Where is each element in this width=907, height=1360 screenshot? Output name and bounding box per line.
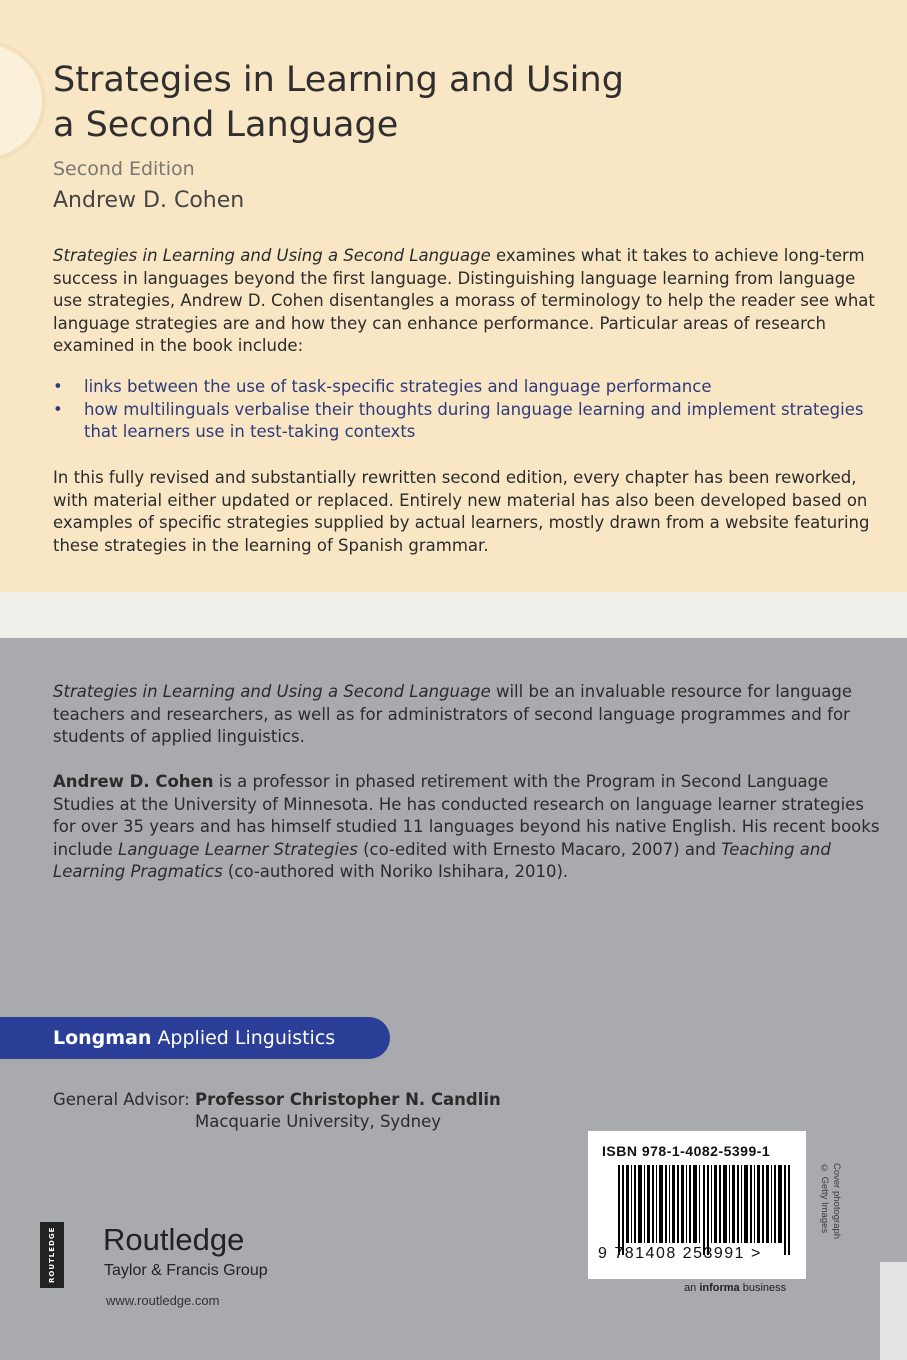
- bullet-icon: •: [53, 377, 63, 396]
- barcode-digits: 9 781408 253991 >: [598, 1245, 762, 1262]
- credit-line-1: Cover photograph: [831, 1163, 842, 1240]
- routledge-logo-icon: ROUTLEDGE: [40, 1222, 64, 1288]
- title-line-2: a Second Language: [53, 105, 399, 145]
- informa-tagline: [684, 1282, 786, 1294]
- bio-book-2: Teaching and Learning Pragmatics: [53, 839, 831, 882]
- informa-prefix: an: [684, 1282, 697, 1294]
- book-title: [53, 58, 853, 148]
- list-item: [53, 376, 883, 399]
- series-name-bold: Longman: [53, 1027, 152, 1049]
- author-name: Andrew D. Cohen: [53, 188, 245, 213]
- list-item-text: links between the use of task-specific strategies and language performance: [84, 377, 712, 396]
- bio-text-2: (co-edited with Ernesto Macaro, 2007) and: [357, 839, 722, 859]
- audience-title-italic: Strategies in Learning and Using a Second Language: [53, 682, 491, 701]
- informa-suffix: business: [742, 1282, 787, 1294]
- advisor-name: Professor Christopher N. Candlin: [195, 1090, 501, 1109]
- advisor-affiliation: Macquarie University, Sydney: [195, 1112, 442, 1131]
- divider-band: [0, 592, 907, 638]
- blurb-title-italic: Strategies in Learning and Using a Second Language: [53, 246, 491, 265]
- bio-text-3: (co-authored with Noriko Ishihara, 2010).: [222, 862, 569, 882]
- research-areas-list: [53, 376, 883, 444]
- credit-line-2: © Getty Images: [819, 1163, 830, 1234]
- series-banner: [0, 1017, 390, 1059]
- corner-tab: [880, 1262, 907, 1360]
- audience-paragraph: [53, 681, 883, 749]
- blurb-paragraph-2: In this fully revised and substantially rewritten second edition, every chapter has been reworked, with material either updated or replaced. Entirely new material has also been developed based on examples of specific strategies supplied by actual learners, mostly drawn from a website featuring these strategies in the learning of Spanish grammar.: [53, 468, 870, 555]
- publisher-name: Routledge: [103, 1222, 245, 1257]
- blurb-paragraph-1: [53, 245, 883, 358]
- bullet-icon: •: [53, 399, 63, 419]
- audience-paragraph-text: will be an invaluable resource for language teachers and researchers, as well as for administrators of second language programmes and for students of applied linguistics.: [53, 682, 853, 747]
- blurb-paragraph-1-text: examines what it takes to achieve long-term success in languages beyond the first language. Distinguishing language learning from language use strategies, Andrew D. Cohen disentangles a morass of terminology to help the reader see what language strategies are and how they can enhance performance. Particular areas of research examined in the book include:: [53, 246, 875, 356]
- isbn-number: ISBN 978-1-4082-5399-1: [602, 1143, 771, 1159]
- advisor-label: General Advisor:: [53, 1090, 190, 1109]
- publisher-website: www.routledge.com: [106, 1293, 220, 1308]
- publisher-group: Taylor & Francis Group: [104, 1262, 268, 1279]
- series-name-rest: Applied Linguistics: [157, 1027, 336, 1049]
- bio-author-name: Andrew D. Cohen: [53, 772, 214, 791]
- bio-book-1: Language Learner Strategies: [118, 839, 358, 859]
- list-item: [53, 399, 883, 444]
- barcode-panel: [588, 1131, 806, 1279]
- list-item-text: how multilinguals verbalise their thoughts during language learning and implement strategies that learners use in test-taking contexts: [84, 399, 864, 442]
- informa-bold: informa: [699, 1282, 740, 1294]
- edition-label: Second Edition: [53, 158, 195, 180]
- title-line-1: Strategies in Learning and Using: [53, 60, 624, 100]
- bio-text-1: is a professor in phased retirement with the Program in Second Language Studies at the University of Minnesota. He has conducted research on language learner strategies for over 35 years and has himself studied 11 languages beyond his native English. His recent books include: [53, 772, 880, 859]
- cover-photo-credit: [818, 1163, 842, 1239]
- author-bio-paragraph: [53, 771, 883, 884]
